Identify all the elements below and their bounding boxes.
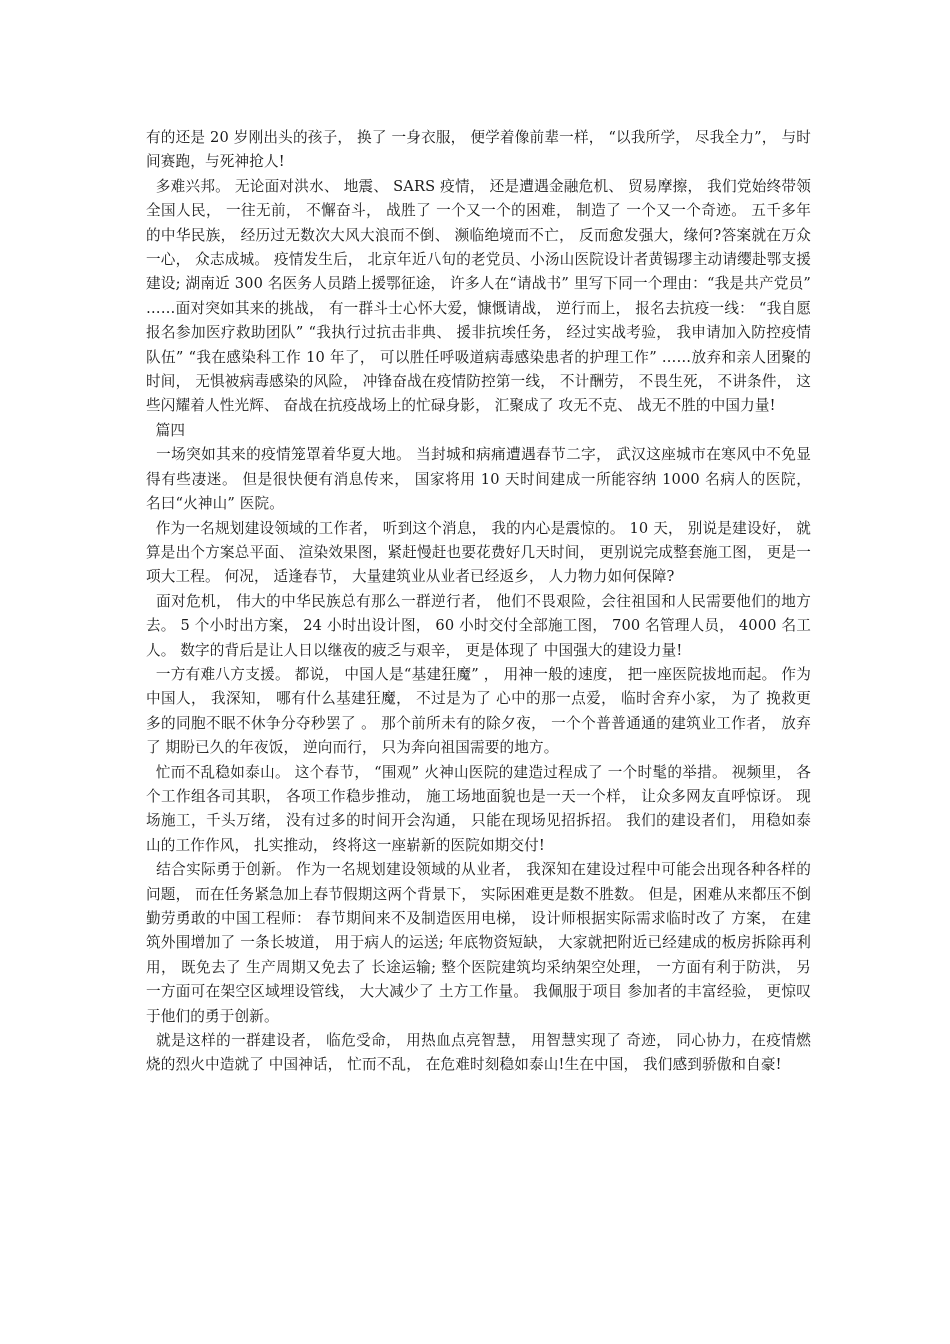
section-heading-pian-si: 篇四 [146,421,186,439]
paragraph-bafang-zhiyuan: 一方有难八方支援。 都说， 中国人是“基建狂魔” ， 用神一般的速度， 把一座医院拔地而起。 作为中国人， 我深知， 哪有什么基建狂魔， 不过是为了 心中的那一点爱， 临时舍弃小家， 为了 挽救更多的同胞不眠不休争分夺秒罢了 。 那个前所未有的除夕夜， 一个个普普通通的建筑业工作者， 放弃了 期盼已久的年夜饭， 逆向而行， 只为奔向祖国需要的地方。 [146,665,812,757]
document-body [146,126,816,1078]
paragraph-mianduei-weiji: 面对危机， 伟大的中华民族总有那么一群逆行者， 他们不畏艰险，会往祖国和人民需要他们的地方去。 5 个小时出方案， 24 小时出设计图， 60 小时交付全部施工图， 700 名管理人员， 4000 名工人。 数字的背后是让人日以继夜的疲乏与艰辛， 更是体现了 中国强大的建设力量! [146,592,811,659]
paragraph-continuation: 有的还是 20 岁刚出头的孩子， 换了 一身衣服， 便学着像前辈一样， “以我所学， 尽我全力”， 与时间赛跑，与死神抢人! [146,129,811,171]
paragraph-wen-ru-taishan: 忙而不乱稳如泰山。 这个春节， “围观” 火神山医院的建造过程成了 一个时髦的举措。 视频里， 各个工作组各司其职， 各项工作稳步推动， 施工场地面貌也是一天一个样， 让众多网友直呼惊讶。 现场施工，千头万绪， 没有过多的时间开会沟通， 只能在现场见招拆招。 我们的建设者们， 用稳如泰山的工作作风， 扎实推动， 终将这一座崭新的医院如期交付! [146,763,812,854]
paragraph-duonan-xingbang: 多难兴邦。 无论面对洪水、 地震、 SARS 疫情， 还是遭遇金融危机、 贸易摩擦， 我们党始终带领全国人民， 一往无前， 不懈奋斗， 战胜了 一个又一个的困难， 制造了 一个又一个奇迹。 五千多年的中华民族， 经历过无数次大风大浪而不倒、 濒临绝境而不亡， 反而愈发强大，缘何?答案就在万众一心， 众志成城。 疫情发生后， 北京年近八旬的老党员、小汤山医院设计者黄锡璆主动请缨赴鄂支援建设; 湖南近 300 名医务人员踏上援鄂征途， 许多人在“请战书” 里写下同一个理由：“我是共产党员” ……面对突如其来的挑战， 有一群斗士心怀大爱，慷慨请战， 逆行而上， 报名去抗疫一线： “我自愿报名参加医疗救助团队” “我执行过抗击非典、 援非抗埃任务， 经过实战考验， 我申请加入防控疫情队伍” “我在感染科工作 10 年了， 可以胜任呼吸道病毒感染患者的护理工作” ……放弃和亲人团聚的时间， 无惧被病毒感染的风险， 冲锋奋战在疫情防控第一线， 不计酬劳， 不畏生死， 不讲条件， 这些闪耀着人性光辉、 奋战在抗疫战场上的忙碌身影， 汇聚成了 攻无不克、 战无不胜的中国力量! [146,177,816,415]
paragraph-yichang-yiqing: 一场突如其来的疫情笼罩着华夏大地。 当封城和病痛遭遇春节二字， 武汉这座城市在寒风中不免显得有些凄迷。 但是很快便有消息传来， 国家将用 10 天时间建成一所能容纳 1000 名病人的医院， 名曰“火神山” 医院。 [146,446,816,513]
paragraph-yongyu-chuangxin: 结合实际勇于创新。 作为一名规划建设领域的从业者， 我深知在建设过程中可能会出现各种各样的问题， 而在任务紧急加上春节假期这两个背景下， 实际困难更是数不胜数。 但是，困难从来都压不倒勤劳勇敢的中国工程师： 春节期间来不及制造医用电梯， 设计师根据实际需求临时改了 方案， 在建筑外围增加了 一条长坡道， 用于病人的运送; 年底物资短缺， 大家就把附近已经建成的板房拆除再利用， 既免去了 生产周期又免去了 长途运输; 整个医院建筑均采纳架空处理， 一方面有利于防洪， 另一方面可在架空区域埋设管线， 大大减少了 土方工作量。 我佩服于项目 参加者的丰富经验， 更惊叹于他们的勇于创新。 [146,861,811,1025]
paragraph-conclusion: 就是这样的一群建设者， 临危受命， 用热血点亮智慧， 用智慧实现了 奇迹， 同心协力，在疫情燃烧的烈火中造就了 中国神话， 忙而不乱， 在危难时刻稳如泰山!生在中国， 我们感到骄傲和自豪! [146,1032,812,1074]
paragraph-guihua-jianshe: 作为一名规划建设领域的工作者， 听到这个消息， 我的内心是震惊的。 10 天， 别说是建设好， 就算是出个方案总平面、 渲染效果图，紧赶慢赶也要花费好几天时间， 更别说完成整套施工图， 更是一项大工程。 何况， 适逢春节， 大量建筑业从业者已经返乡， 人力物力如何保障? [146,519,811,586]
